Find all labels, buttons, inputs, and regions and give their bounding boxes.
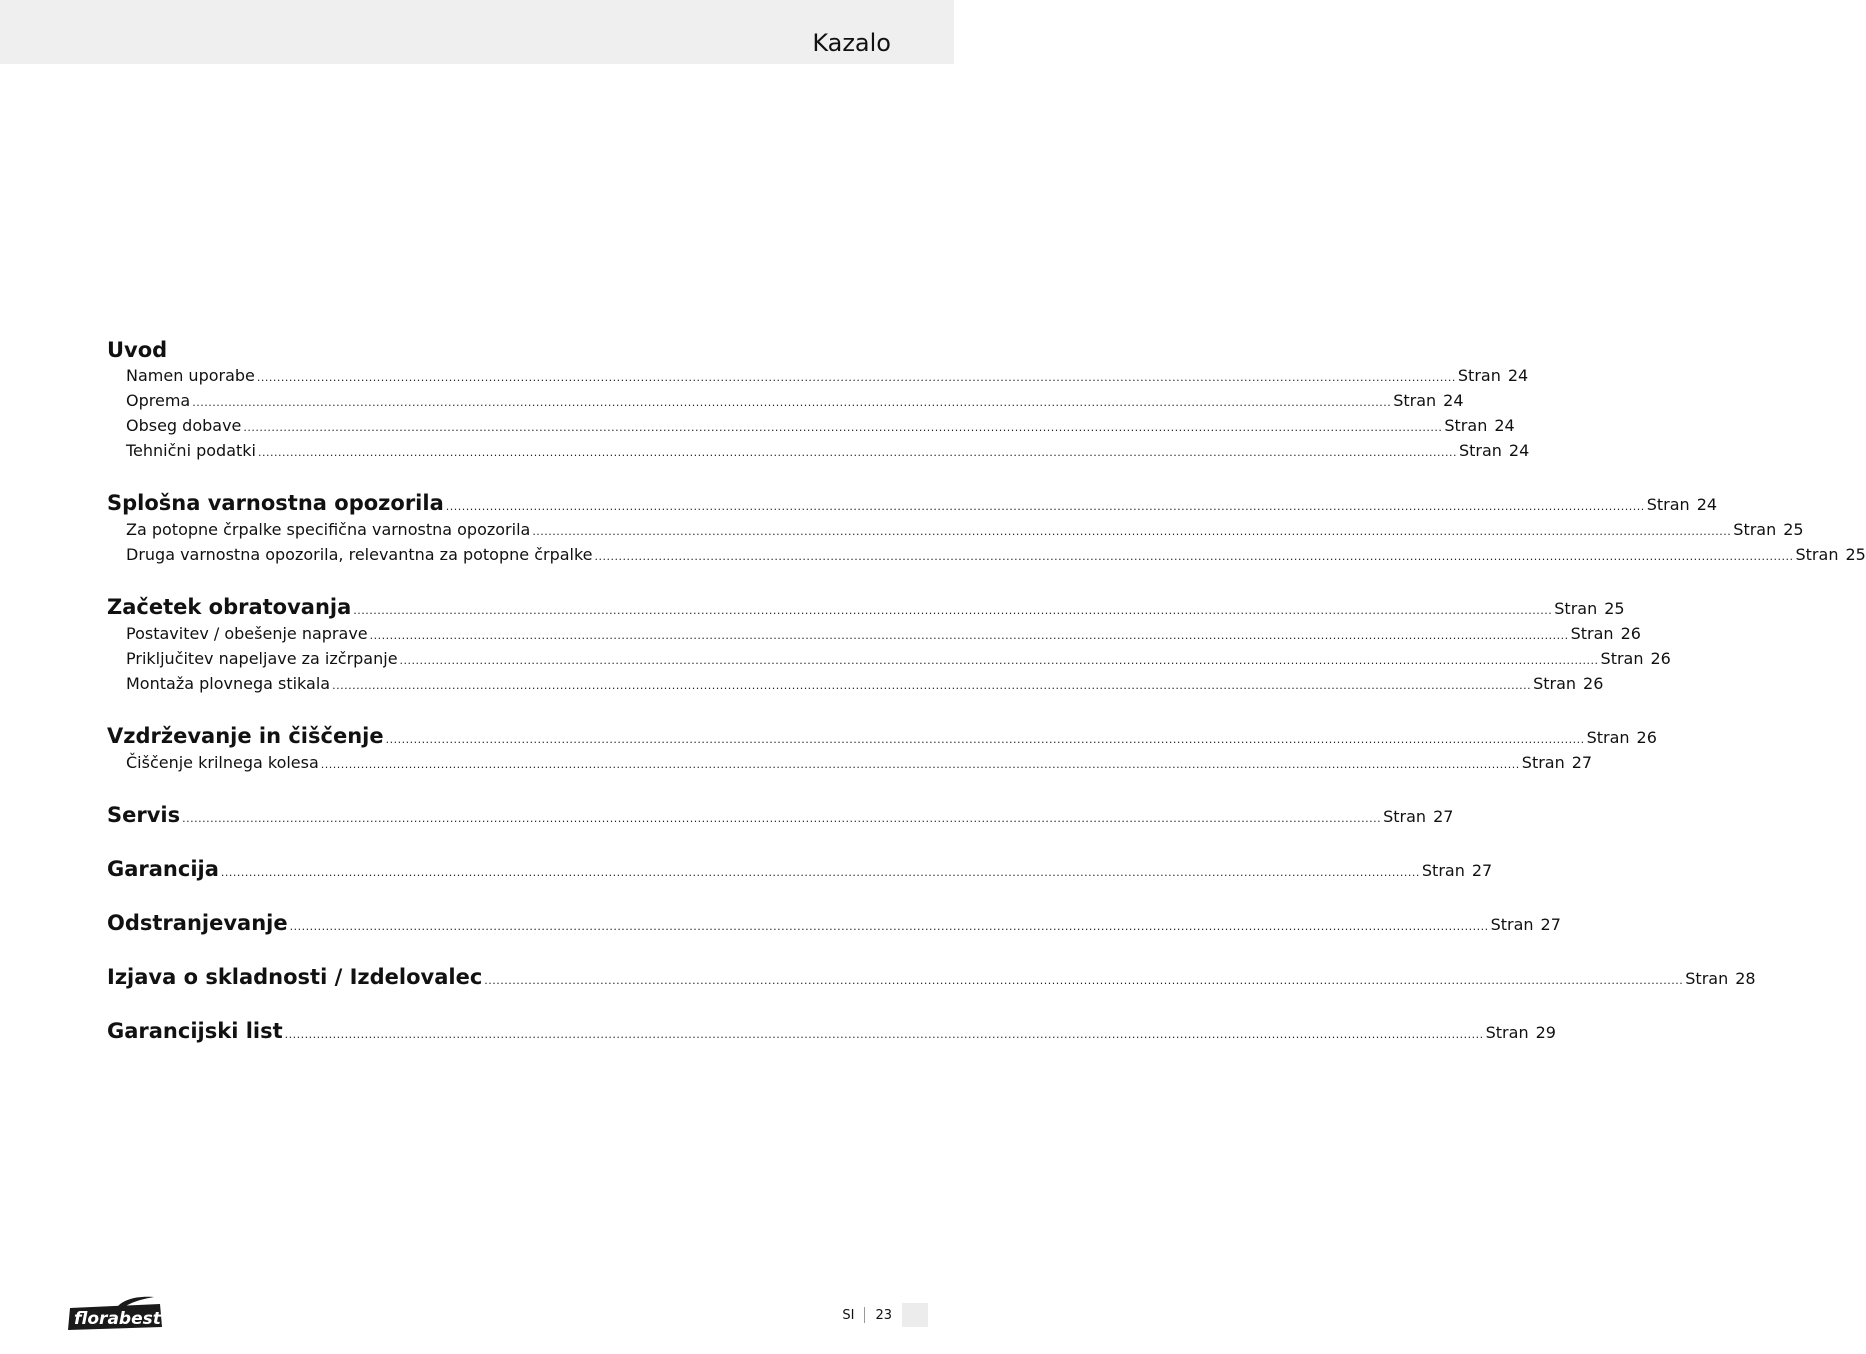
dot-leader: ............................................................................................................................................................................................................................................................................................................ (369, 629, 1569, 642)
toc-entry-label: Namen uporabe (126, 366, 255, 385)
page-number: 23 (875, 1307, 892, 1323)
toc-entry[interactable] (107, 753, 1593, 778)
toc-entry[interactable] (107, 416, 1515, 441)
toc-heading-label: Izjava o skladnosti / Izdelovalec (107, 965, 483, 989)
toc-section-servis (107, 803, 1454, 832)
divider (864, 1307, 865, 1323)
toc-heading-servis[interactable] (107, 803, 1454, 832)
toc-entry[interactable] (107, 624, 1641, 649)
toc-heading-zacetek[interactable] (107, 595, 1625, 624)
dot-leader: ............................................................................................................................................................................................................................................................................................................ (243, 421, 1443, 434)
toc-entry-label: Tehnični podatki (126, 441, 256, 460)
dot-leader: ............................................................................................................................................................................................................................................................................................................ (320, 758, 1520, 771)
toc-entry-page: Stran 26 (1570, 624, 1641, 643)
toc-entry[interactable] (107, 674, 1604, 699)
toc-heading-page: Stran 27 (1421, 861, 1493, 880)
page-title: Kazalo (812, 29, 891, 57)
toc-heading-label: Odstranjevanje (107, 911, 288, 935)
toc-heading-page: Stran 27 (1490, 915, 1561, 934)
toc-entry-label: Druga varnostna opozorila, relevantna za potopne črpalke (126, 545, 593, 564)
toc-section-uvod (107, 338, 1530, 466)
dot-leader: ............................................................................................................................................................................................................................................................................................................ (445, 500, 1645, 513)
toc-section-garancija (107, 857, 1493, 886)
table-of-contents (107, 338, 1866, 1073)
toc-entry-page: Stran 26 (1600, 649, 1671, 668)
svg-text:florabest: florabest (74, 1309, 161, 1329)
toc-entry-page: Stran 24 (1393, 391, 1464, 410)
toc-entry-label: Čiščenje krilnega kolesa (126, 753, 319, 772)
toc-heading-garancijski-list[interactable] (107, 1019, 1556, 1048)
toc-entry-label: Oprema (126, 391, 191, 410)
toc-section-izjava (107, 965, 1756, 994)
dot-leader: ............................................................................................................................................................................................................................................................................................................ (532, 525, 1732, 538)
toc-entry-label: Priključitev napeljave za izčrpanje (126, 649, 398, 668)
dot-leader: ............................................................................................................................................................................................................................................................................................................ (332, 679, 1532, 692)
toc-entry-page: Stran 27 (1521, 753, 1593, 772)
dot-leader: ............................................................................................................................................................................................................................................................................................................ (256, 371, 1456, 384)
toc-entry-label: Montaža plovnega stikala (126, 674, 331, 693)
dot-leader: ............................................................................................................................................................................................................................................................................................................ (353, 604, 1553, 617)
toc-entry-page: Stran 25 (1795, 545, 1866, 564)
toc-heading-garancija[interactable] (107, 857, 1493, 886)
toc-entry[interactable] (107, 520, 1804, 545)
toc-entry-page: Stran 24 (1457, 366, 1529, 385)
language-code: SI (842, 1307, 855, 1323)
toc-entry[interactable] (107, 441, 1530, 466)
dot-leader: ............................................................................................................................................................................................................................................................................................................ (182, 812, 1382, 825)
florabest-logo (66, 1296, 164, 1334)
toc-section-zacetek (107, 595, 1671, 699)
toc-heading-label: Uvod (107, 338, 168, 362)
toc-heading-page: Stran 27 (1383, 807, 1454, 826)
dot-leader: ............................................................................................................................................................................................................................................................................................................ (220, 866, 1420, 879)
toc-entry-page: Stran 26 (1533, 674, 1604, 693)
toc-entry[interactable] (107, 649, 1671, 674)
toc-heading-label: Začetek obratovanja (107, 595, 352, 619)
toc-heading-label: Garancija (107, 857, 219, 881)
toc-entry-page: Stran 25 (1733, 520, 1804, 539)
toc-entry[interactable] (107, 391, 1464, 416)
toc-heading-label: Vzdrževanje in čiščenje (107, 724, 384, 748)
toc-heading-label: Splošna varnostna opozorila (107, 491, 444, 515)
toc-heading-vzdrzevanje[interactable] (107, 724, 1657, 753)
toc-section-splosna (107, 491, 1866, 570)
toc-entry-label: Za potopne črpalke specifična varnostna opozorila (126, 520, 531, 539)
dot-leader: ............................................................................................................................................................................................................................................................................................................ (257, 446, 1457, 459)
toc-heading-label: Garancijski list (107, 1019, 283, 1043)
page-footer (842, 1303, 928, 1327)
toc-heading-page: Stran 26 (1586, 728, 1657, 747)
toc-heading-uvod[interactable] (107, 338, 844, 366)
toc-heading-page: Stran 25 (1554, 599, 1625, 618)
toc-heading-page: Stran 29 (1485, 1023, 1556, 1042)
toc-heading-odstranjevanje[interactable] (107, 911, 1561, 940)
toc-heading-label: Servis (107, 803, 181, 827)
toc-heading-splosna[interactable] (107, 491, 1718, 520)
toc-entry-label: Postavitev / obešenje naprave (126, 624, 368, 643)
toc-section-vzdrzevanje (107, 724, 1657, 778)
dot-leader: ............................................................................................................................................................................................................................................................................................................ (594, 550, 1794, 563)
toc-entry-label: Obseg dobave (126, 416, 242, 435)
toc-heading-page: Stran 24 (1646, 495, 1718, 514)
toc-entry-page: Stran 24 (1458, 441, 1530, 460)
dot-leader: ............................................................................................................................................................................................................................................................................................................ (192, 396, 1392, 409)
toc-section-garancijski-list (107, 1019, 1556, 1048)
toc-entry[interactable] (107, 545, 1866, 570)
toc-heading-izjava[interactable] (107, 965, 1756, 994)
dot-leader: ............................................................................................................................................................................................................................................................................................................ (399, 654, 1599, 667)
dot-leader: ............................................................................................................................................................................................................................................................................................................ (284, 1028, 1484, 1041)
toc-entry-page: Stran 24 (1444, 416, 1515, 435)
toc-heading-page: Stran 28 (1685, 969, 1756, 988)
page-tab-marker (902, 1303, 928, 1327)
dot-leader: ............................................................................................................................................................................................................................................................................................................ (289, 920, 1489, 933)
header-band (0, 0, 954, 64)
toc-section-odstranjevanje (107, 911, 1561, 940)
dot-leader: ............................................................................................................................................................................................................................................................................................................ (385, 733, 1585, 746)
toc-entry[interactable] (107, 366, 1529, 391)
dot-leader: ............................................................................................................................................................................................................................................................................................................ (484, 974, 1684, 987)
